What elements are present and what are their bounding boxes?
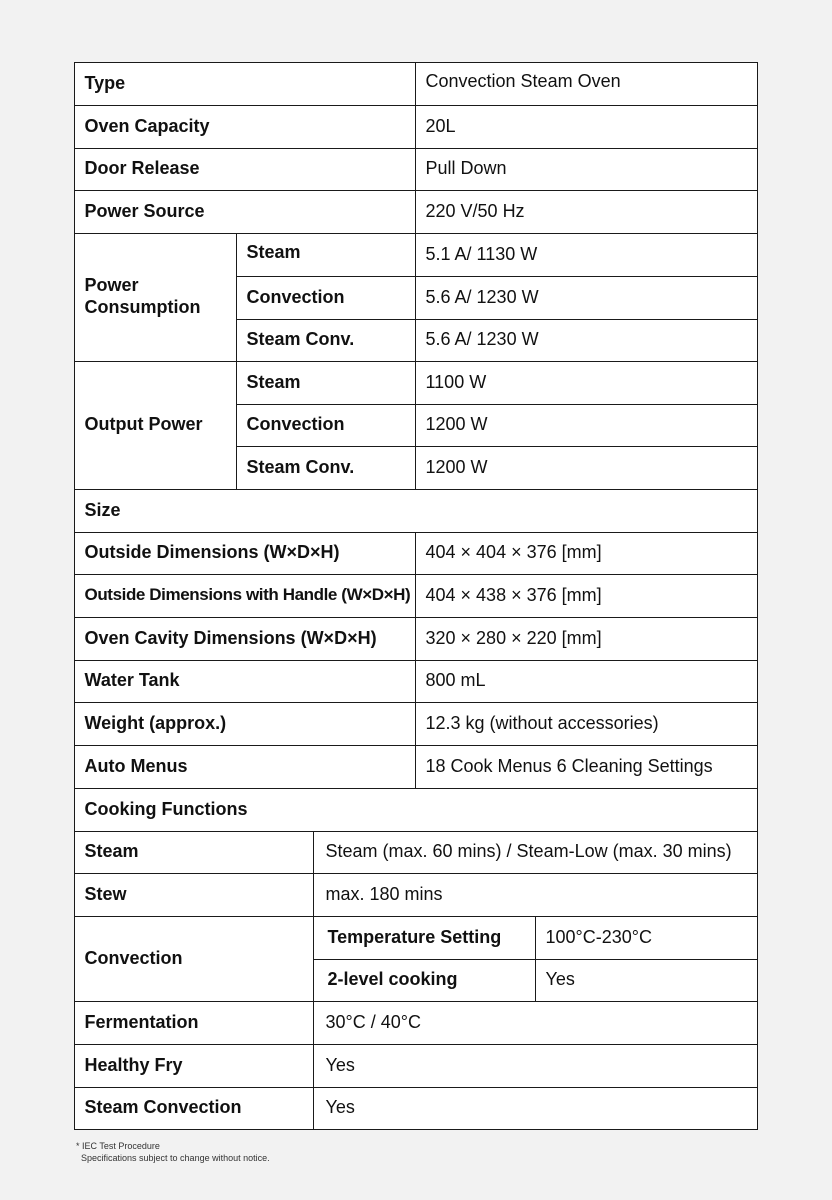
output-power-value: 1200 W [415,446,758,490]
spec-value-water-tank: 800 mL [415,660,758,703]
cooking-label-stew: Stew [74,873,314,917]
cooking-value-healthy-fry: Yes [313,1044,758,1088]
section-heading-cooking-functions: Cooking Functions [74,788,758,832]
spec-value-cavity-dimensions: 320 × 280 × 220 [mm] [415,617,758,661]
output-power-value: 1100 W [415,361,758,405]
spec-label-weight: Weight (approx.) [74,702,416,746]
spec-label-auto-menus: Auto Menus [74,745,416,789]
convection-temperature-value: 100°C-230°C [535,916,758,960]
cooking-value-fermentation: 30°C / 40°C [313,1001,758,1045]
cooking-value-steam: Steam (max. 60 mins) / Steam-Low (max. 30 mins) [313,831,758,874]
power-consumption-value: 5.6 A/ 1230 W [415,319,758,362]
spec-label-type: Type [74,62,416,106]
spec-value-weight: 12.3 kg (without accessories) [415,702,758,746]
power-consumption-mode: Steam Conv. [236,319,416,362]
cooking-label-convection: Convection [74,916,314,1002]
cooking-label-healthy-fry: Healthy Fry [74,1044,314,1088]
spec-label-capacity: Oven Capacity [74,105,416,149]
cooking-value-steam-convection: Yes [313,1087,758,1130]
cooking-label-steam: Steam [74,831,314,874]
spec-label-outside-dimensions: Outside Dimensions (W×D×H) [74,532,416,575]
footnote-iec: * IEC Test Procedure [76,1141,160,1151]
output-power-mode: Convection [236,404,416,447]
cooking-value-stew: max. 180 mins [313,873,758,917]
power-consumption-mode: Steam [236,233,416,277]
convection-temperature-label: Temperature Setting [313,916,536,960]
spec-label-power-consumption: Power Consumption [74,233,237,362]
output-power-mode: Steam [236,361,416,405]
convection-two-level-label: 2-level cooking [313,959,536,1002]
spec-value-capacity: 20L [415,105,758,149]
output-power-value: 1200 W [415,404,758,447]
section-heading-size: Size [74,489,758,533]
output-power-mode: Steam Conv. [236,446,416,490]
spec-label-water-tank: Water Tank [74,660,416,703]
power-consumption-value: 5.1 A/ 1130 W [415,233,758,277]
footnotes [76,1140,270,1164]
spec-label-cavity-dimensions: Oven Cavity Dimensions (W×D×H) [74,617,416,661]
spec-value-outside-dimensions: 404 × 404 × 376 [mm] [415,532,758,575]
spec-label-door-release: Door Release [74,148,416,191]
spec-label-power-source: Power Source [74,190,416,234]
spec-value-outside-dimensions-handle: 404 × 438 × 376 [mm] [415,574,758,618]
spec-label-output-power: Output Power [74,361,237,490]
spec-value-auto-menus: 18 Cook Menus 6 Cleaning Settings [415,745,758,789]
convection-two-level-value: Yes [535,959,758,1002]
spec-label-outside-dimensions-handle: Outside Dimensions with Handle (W×D×H) [74,574,416,618]
spec-value-door-release: Pull Down [415,148,758,191]
spec-value-type: Convection Steam Oven [415,62,758,106]
power-consumption-mode: Convection [236,276,416,320]
cooking-label-fermentation: Fermentation [74,1001,314,1045]
footnote-specifications: Specifications subject to change without notice. [76,1153,270,1163]
power-consumption-value: 5.6 A/ 1230 W [415,276,758,320]
spec-value-power-source: 220 V/50 Hz [415,190,758,234]
cooking-label-steam-convection: Steam Convection [74,1087,314,1130]
